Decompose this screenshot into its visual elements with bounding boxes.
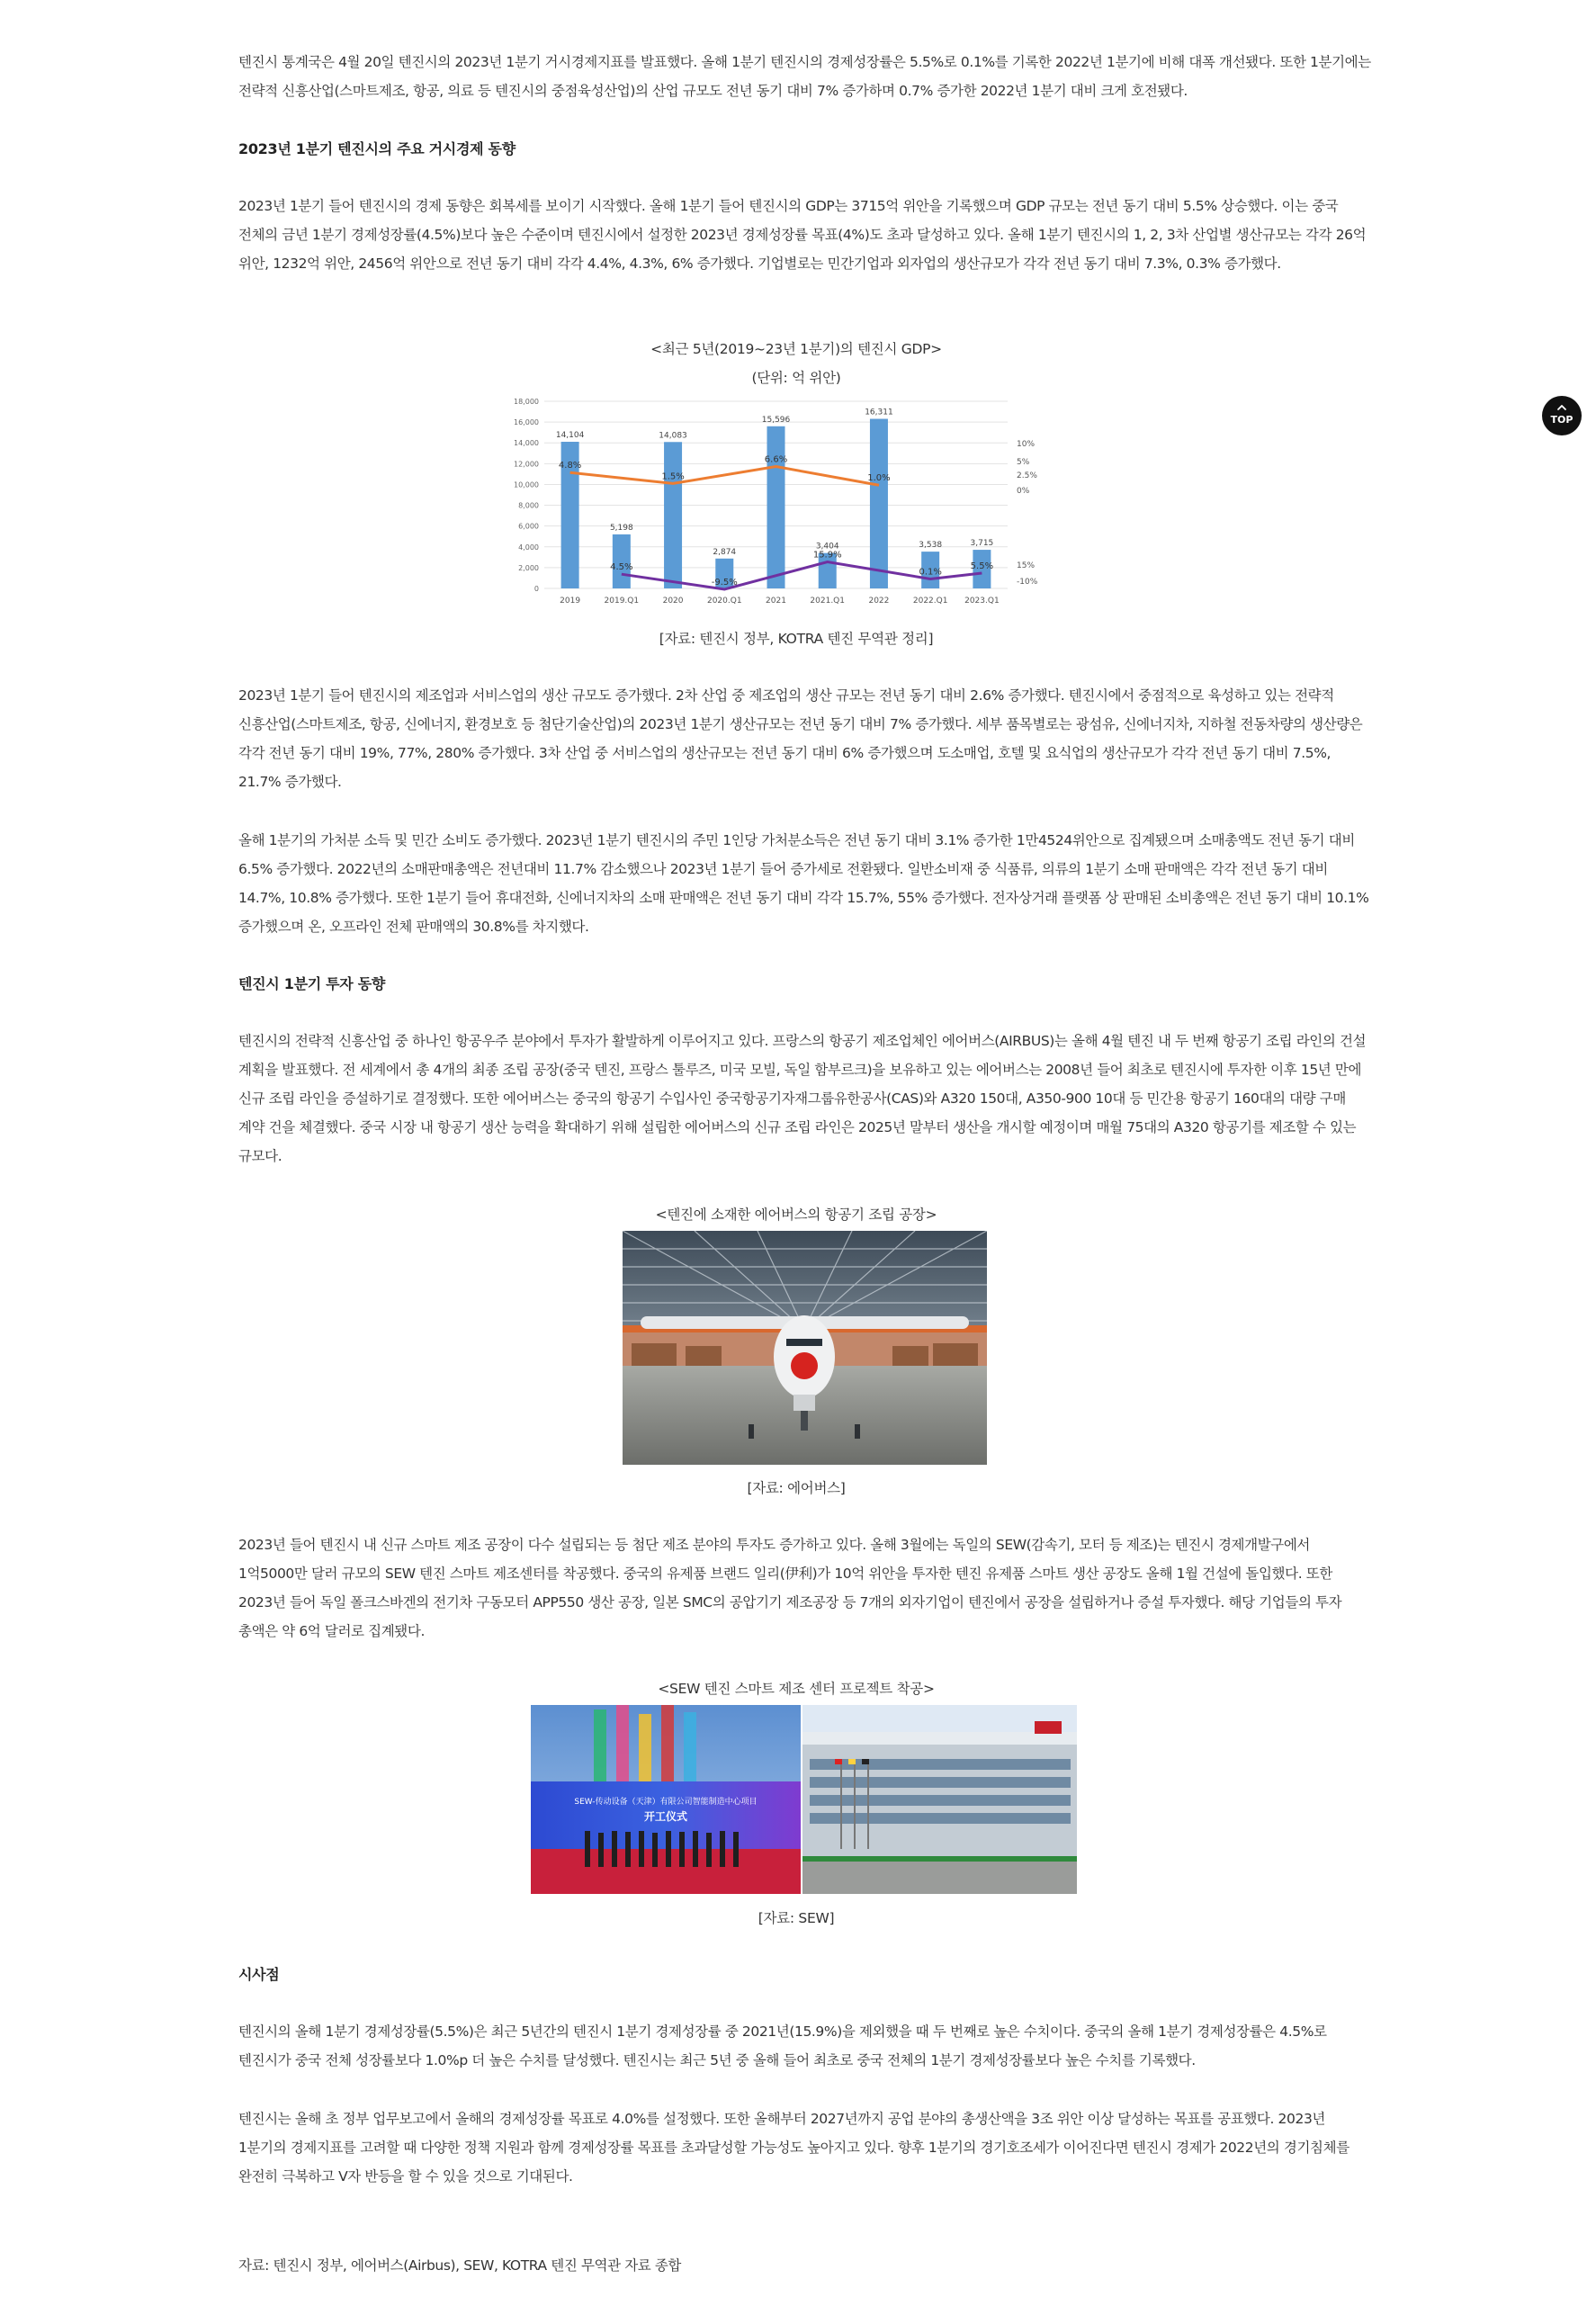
- y-tick-label: 16,000: [514, 418, 539, 427]
- annual-growth-label: 1.5%: [661, 471, 685, 482]
- quarterly-growth-label: 4.5%: [610, 562, 633, 573]
- y-tick-label: 0: [533, 585, 539, 593]
- x-tick-label: 2023.Q1: [964, 597, 1000, 606]
- bar-value-label: 5,198: [609, 523, 633, 533]
- sew-figure-title: <SEW 텐진 스마트 제조 센터 프로젝트 착공>: [658, 1681, 935, 1697]
- sew-banner-subtext: 开工仪式: [643, 1810, 688, 1823]
- article-source-note: 자료: 텐진시 정부, 에어버스(Airbus), SEW, KOTRA 텐진 무역관 자료 종합: [238, 2257, 682, 2274]
- gdp-chart-source: [자료: 텐진시 정부, KOTRA 텐진 무역관 정리]: [659, 631, 934, 647]
- quarterly-growth-label: 0.1%: [919, 567, 942, 578]
- x-tick-label: 2020.Q1: [706, 597, 742, 606]
- y-tick-label: 18,000: [514, 398, 539, 406]
- quarterly-axis-tick: -10%: [1017, 578, 1038, 587]
- y-tick-label: 4,000: [518, 543, 539, 552]
- gdp-chart: [495, 392, 1107, 617]
- paragraph-airbus: 텐진시의 전략적 신흥산업 중 하나인 항공우주 분야에서 투자가 활발하게 이루어지고 있다. 프랑스의 항공기 제조업체인 에어버스(AIRBUS)는 올해 4월 텐진 내 두 번째 항공기 조립 라인의 건설 계획을 발표했다. 전 세계에서 총 4개의 최종 조립 공장(중국 텐진, 프랑스 툴루즈, 미국 모빌, 독일 함부르크)을 보유하고 있는 에어버스는 2008년 들어 최초로 텐진시에 투자한 이후 15년 만에 신규 조립 라인을 증설하기로 결정했다. 또한 에어버스는 중국의 항공기 수입사인 중국항공기자재그룹유한공사(CAS)와 A320 150대, A350-900 10대 등 민간용 항공기 160대의 대량 구매 계약 건을 체결했다. 중국 시장 내 항공기 생산 능력을 확대하기 위해 설립한 에어버스의 신규 조립 라인은 2025년 말부터 생산을 개시할 예정이며 매월 75대의 A320 항공기를 제조할 수 있는 규모다.: [238, 1033, 1367, 1164]
- sew-ceremony-photos: [531, 1705, 1077, 1894]
- paragraph-implications-1: 텐진시의 올해 1분기 경제성장률(5.5%)은 최근 5년간의 텐진시 1분기 경제성장률 중 2021년(15.9%)을 제외했을 때 두 번째로 높은 수치이다. 중국의 올해 1분기 경제성장률은 4.5%로 텐진시가 중국 전체 성장률보다 1.0%p 더 높은 수치를 달성했다. 텐진시는 최근 5년 중 올해 들어 최초로 중국 전체의 1분기 경제성장률보다 높은 수치를 기록했다.: [238, 2023, 1327, 2068]
- bar: [664, 442, 682, 588]
- y-tick-label: 10,000: [514, 480, 539, 489]
- y-tick-label: 6,000: [518, 522, 539, 531]
- quarterly-growth-label: 15.9%: [812, 550, 842, 561]
- bar-value-label: 3,538: [919, 541, 943, 551]
- scroll-top-button[interactable]: [1542, 396, 1582, 435]
- x-tick-label: 2022.Q1: [912, 597, 948, 606]
- gdp-figure: [504, 335, 1089, 392]
- paragraph-consumption: 올해 1분기의 가처분 소득 및 민간 소비도 증가했다. 2023년 1분기 텐진시의 주민 1인당 가처분소득은 전년 동기 대비 3.1% 증가한 1만4524위안으로 집계됐으며 소매총액도 전년 동기 대비 6.5% 증가했다. 2022년의 소매판매총액은 전년대비 11.7% 감소했으나 2023년 1분기 들어 증가세로 전환됐다. 일반소비재 중 식품류, 의류의 1분기 소매 판매액은 각각 전년 동기 대비 14.7%, 10.8% 증가했다. 또한 1분기 들어 휴대전화, 신에너지차의 소매 판매액은 전년 동기 대비 각각 15.7%, 55% 증가했다. 전자상거래 플랫폼 상 판매된 소비총액은 전년 동기 대비 10.1% 증가했으며 온, 오프라인 전체 판매액의 30.8%를 차지했다.: [238, 832, 1369, 935]
- annual-axis-tick: 2.5%: [1017, 471, 1037, 480]
- paragraph-implications-2: 텐진시는 올해 초 정부 업무보고에서 올해의 경제성장률 목표로 4.0%를 설정했다. 또한 올해부터 2027년까지 공업 분야의 총생산액을 3조 위안 이상 달성하는 목표를 공표했다. 2023년 1분기의 경제지표를 고려할 때 다양한 정책 지원과 함께 경제성장률 목표를 초과달성할 가능성도 높아지고 있다. 향후 1분기의 경기호조세가 이어진다면 텐진시 경제가 2022년의 경기침체를 완전히 극복하고 V자 반등을 할 수 있을 것으로 기대된다.: [238, 2111, 1349, 2185]
- bar-value-label: 3,715: [970, 539, 994, 549]
- bar: [870, 419, 888, 588]
- gdp-chart-unit: (단위: 억 위안): [751, 370, 841, 386]
- scroll-top-label: TOP: [1550, 414, 1574, 426]
- annual-axis-tick: 10%: [1017, 440, 1036, 449]
- y-tick-label: 2,000: [518, 563, 539, 572]
- x-tick-label: 2019: [560, 597, 581, 606]
- paragraph-manufacturing: 2023년 1분기 들어 텐진시의 제조업과 서비스업의 생산 규모도 증가했다. 2차 산업 중 제조업의 생산 규모는 전년 동기 대비 2.6% 증가했다. 텐진시에서 중점적으로 육성하고 있는 전략적 신흥산업(스마트제조, 항공, 신에너지, 환경보호 등 첨단기술산업)의 2023년 1분기 생산규모는 전년 동기 대비 7% 증가했다. 세부 품목별로는 광섬유, 신에너지차, 지하철 전동차량의 생산량은 각각 전년 동기 대비 19%, 77%, 280% 증가했다. 3차 산업 중 서비스업의 생산규모는 전년 동기 대비 6% 증가했으며 도소매업, 호텔 및 요식업의 생산규모가 각각 전년 동기 대비 7.5%, 21.7% 증가했다.: [238, 687, 1363, 790]
- paragraph-intro: 텐진시 통계국은 4월 20일 텐진시의 2023년 1분기 거시경제지표를 발표했다. 올해 1분기 텐진시의 경제성장률은 5.5%로 0.1%를 기록한 2022년 1분기에 비해 대폭 개선됐다. 또한 1분기에는 전략적 신흥산업(스마트제조, 항공, 의료 등 텐진시의 중점육성산업)의 산업 규모도 전년 동기 대비 7% 증가하며 0.7% 증가한 2022년 1분기 대비 크게 호전됐다.: [238, 54, 1371, 99]
- x-tick-label: 2020: [662, 597, 684, 606]
- annual-growth-label: 4.8%: [558, 461, 582, 471]
- bar-value-label: 2,874: [713, 547, 737, 557]
- bar-value-label: 3,404: [815, 542, 839, 552]
- sew-banner-text: SEW-传动设备（天津）有限公司智能制造中心项目: [574, 1798, 758, 1807]
- x-tick-label: 2021: [766, 597, 786, 606]
- bar-value-label: 15,596: [761, 415, 791, 425]
- x-tick-label: 2021.Q1: [810, 597, 846, 606]
- paragraph-gdp: 2023년 1분기 들어 텐진시의 경제 동향은 회복세를 보이기 시작했다. 올해 1분기 들어 텐진시의 GDP는 3715억 위안을 기록했으며 GDP 규모는 전년 동기 대비 5.5% 상승했다. 이는 중국 전체의 금년 1분기 경제성장률(4.5%)보다 높은 수준이며 텐진시에서 설정한 2023년 경제성장률 목표(4%)도 초과 달성하고 있다. 올해 1분기 텐진시의 1, 2, 3차 산업별 생산규모는 각각 26억 위안, 1232억 위안, 2456억 위안으로 전년 동기 대비 각각 4.4%, 4.3%, 6% 증가했다. 기업별로는 민간기업과 외자업의 생산규모가 각각 전년 동기 대비 7.3%, 0.3% 증가했다.: [238, 198, 1367, 272]
- airbus-figure-source: [자료: 에어버스]: [747, 1480, 846, 1496]
- quarterly-growth-label: 5.5%: [970, 561, 994, 571]
- y-tick-label: 14,000: [514, 439, 539, 448]
- heading-investment: 텐진시 1분기 투자 동향: [238, 975, 386, 992]
- annual-growth-label: 6.6%: [764, 454, 788, 465]
- sew-figure-source: [자료: SEW]: [758, 1910, 835, 1926]
- quarterly-axis-tick: 15%: [1017, 561, 1036, 570]
- quarterly-growth-label: -9.5%: [711, 578, 738, 588]
- annual-axis-tick: 5%: [1017, 458, 1030, 467]
- heading-macro-trends: 2023년 1분기 텐진시의 주요 거시경제 동향: [238, 140, 516, 157]
- chevron-up-icon: [1556, 402, 1567, 413]
- bar: [764, 426, 788, 588]
- bar-value-label: 14,083: [659, 431, 687, 441]
- annual-axis-tick: 0%: [1017, 487, 1030, 496]
- paragraph-smart-manufacturing: 2023년 들어 텐진시 내 신규 스마트 제조 공장이 다수 설립되는 등 첨단 제조 분야의 투자도 증가하고 있다. 올해 3월에는 독일의 SEW(감속기, 모터 등 제조)는 텐진시 경제개발구에서 1억5000만 달러 규모의 SEW 텐진 스마트 제조센터를 착공했다. 중국의 유제품 브랜드 일리(伊利)가 10억 위안을 투자한 텐진 유제품 스마트 생산 공장도 올해 1월 건설에 돌입했다. 또한 2023년 들어 독일 폴크스바겐의 전기차 구동모터 APP550 생산 공장, 일본 SMC의 공압기기 제조공장 등 7개의 외자기업이 텐진에서 공장을 설립하거나 증설 투자했다. 해당 기업들의 투자 총액은 약 6억 달러로 집계됐다.: [238, 1537, 1342, 1639]
- bar-value-label: 14,104: [555, 431, 585, 441]
- bar: [613, 534, 631, 588]
- bar-value-label: 16,311: [865, 408, 893, 417]
- annual-growth-label: 1.0%: [867, 473, 891, 484]
- airbus-hangar-photo: [623, 1231, 987, 1465]
- airbus-figure-title: <텐진에 소재한 에어버스의 항공기 조립 공장>: [655, 1207, 937, 1223]
- x-tick-label: 2022: [868, 597, 890, 606]
- gdp-chart-title: <최근 5년(2019~23년 1분기)의 텐진시 GDP>: [650, 341, 942, 357]
- x-tick-label: 2019.Q1: [604, 597, 640, 606]
- annual-growth-line: [570, 467, 879, 486]
- y-tick-label: 8,000: [518, 501, 539, 510]
- heading-implications: 시사점: [238, 1966, 280, 1983]
- y-tick-label: 12,000: [514, 460, 539, 469]
